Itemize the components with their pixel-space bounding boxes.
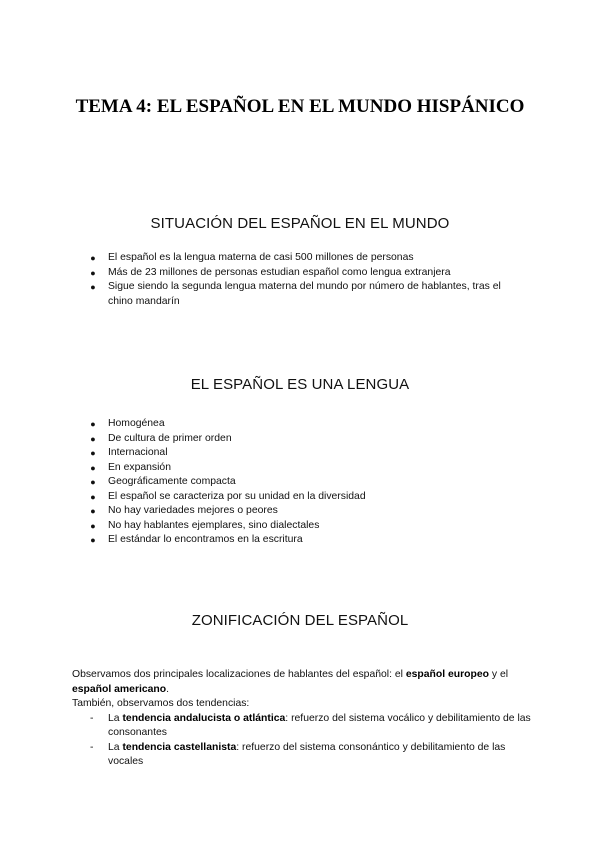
list-item: ● En expansión	[0, 461, 600, 476]
heading-situacion: SITUACIÓN DEL ESPAÑOL EN EL MUNDO	[150, 215, 450, 232]
bullet-icon: ●	[90, 477, 96, 487]
list-item: ● El estándar lo encontramos en la escritura	[0, 533, 600, 548]
bullet-icon: ●	[90, 491, 96, 502]
bullet-icon: ●	[90, 267, 96, 278]
list-item: ● El español es la lengua materna de casi 500 millones de personas	[0, 251, 600, 266]
bullet-icon: ●	[90, 253, 96, 263]
list-lengua	[0, 417, 600, 548]
tendencias-list	[72, 712, 532, 770]
bullet-icon: ●	[90, 535, 96, 545]
bullet-icon: ●	[90, 462, 96, 473]
bullet-icon: ●	[90, 448, 96, 458]
list-situacion	[0, 251, 600, 309]
bullet-icon: ●	[90, 282, 96, 292]
tendencias-intro: También, observamos dos tendencias:	[72, 698, 250, 709]
dash-icon: -	[90, 741, 94, 753]
heading-zonificacion: ZONIFICACIÓN DEL ESPAÑOL	[191, 612, 409, 629]
bullet-icon: ●	[90, 419, 96, 429]
bullet-icon: ●	[90, 520, 96, 531]
list-item: ● Homogénea	[0, 417, 600, 432]
list-item: ● El español se caracteriza por su unidad en la diversidad	[0, 490, 600, 505]
heading-lengua: EL ESPAÑOL ES UNA LENGUA	[190, 376, 410, 393]
list-item: - La tendencia castellanista: refuerzo del sistema consonántico y debilitamiento de las vocales	[90, 741, 506, 767]
list-item: ● Sigue siendo la segunda lengua materna del mundo por número de hablantes, tras el chino mandarín	[0, 280, 600, 309]
list-item: ● No hay hablantes ejemplares, sino dialectales	[0, 519, 600, 534]
bullet-icon: ●	[90, 433, 96, 444]
document-title: TEMA 4: EL ESPAÑOL EN EL MUNDO HISPÁNICO	[75, 96, 525, 117]
list-item: ● De cultura de primer orden	[0, 432, 600, 447]
list-item: ● No hay variedades mejores o peores	[0, 504, 600, 519]
list-item: ● Más de 23 millones de personas estudian español como lengua extranjera	[0, 266, 600, 281]
list-item: ● Geográficamente compacta	[0, 475, 600, 490]
list-item: ● Internacional	[0, 446, 600, 461]
list-item: - La tendencia andalucista o atlántica: refuerzo del sistema vocálico y debilitamiento de las consonantes	[90, 712, 531, 738]
dash-icon: -	[90, 712, 94, 724]
zonificacion-body	[72, 668, 532, 770]
zonificacion-intro: Observamos dos principales localizaciones de hablantes del español: el español europeo y el español americano.	[72, 669, 509, 695]
bullet-icon: ●	[90, 506, 96, 516]
